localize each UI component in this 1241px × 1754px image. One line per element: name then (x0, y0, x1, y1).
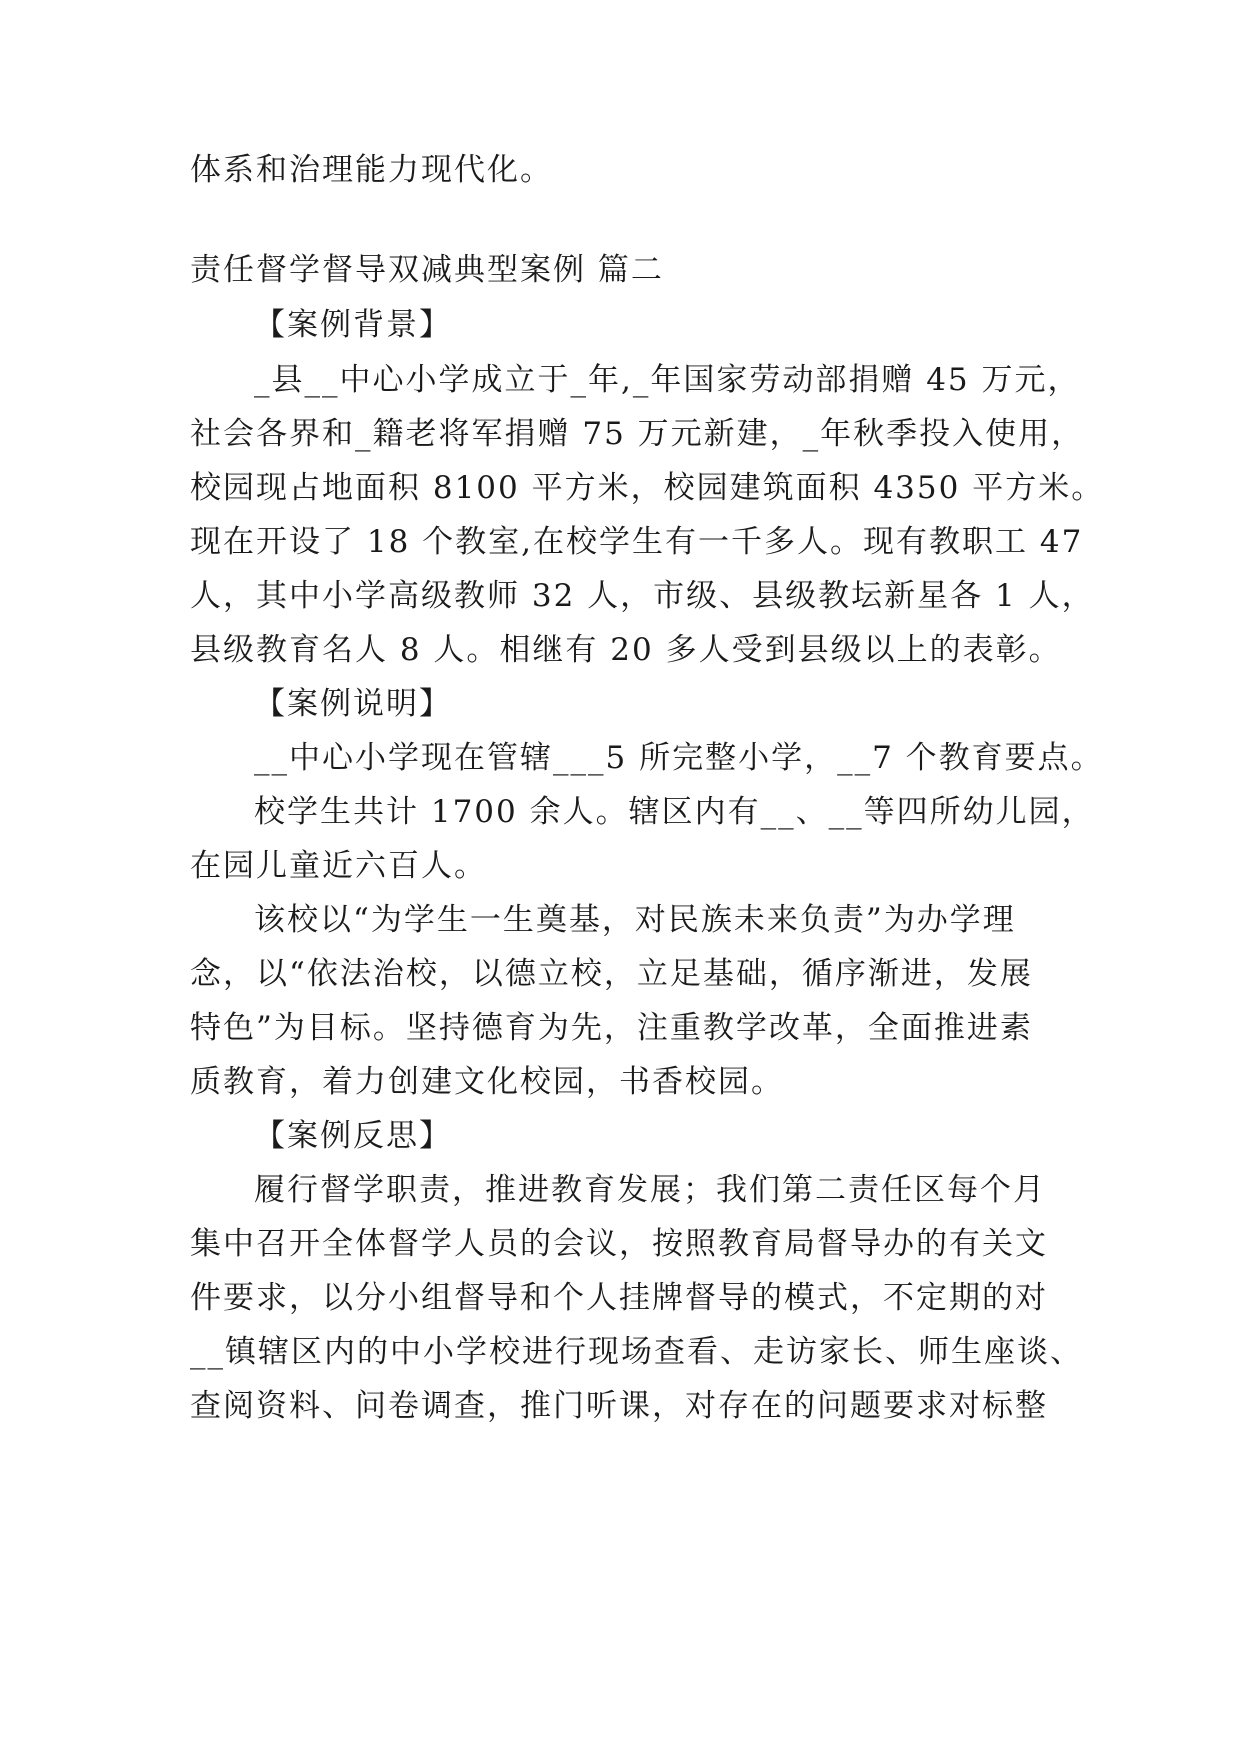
paragraph-line: 履行督学职责，推进教育发展；我们第二责任区每个月 (254, 1172, 1046, 1208)
paragraph-line: __中心小学现在管辖___5 所完整小学，__7 个教育要点。 (254, 740, 1104, 776)
paragraph-line: 质教育，着力创建文化校园，书香校园。 (190, 1064, 784, 1100)
case-background-label: 【案例背景】 (254, 307, 452, 343)
paragraph-line: 校园现占地面积 8100 平方米，校园建筑面积 4350 平方米。 (190, 470, 1105, 506)
paragraph-line: 在园儿童近六百人。 (190, 848, 487, 884)
section-heading: 责任督学督导双减典型案例 篇二 (190, 252, 664, 288)
paragraph-line: 现在开设了 18 个教室,在校学生有一千多人。现有教职工 47 (190, 524, 1084, 560)
paragraph-line: 人，其中小学高级教师 32 人，市级、县级教坛新星各 1 人， (190, 578, 1095, 614)
paragraph-line: 集中召开全体督学人员的会议，按照教育局督导办的有关文 (190, 1226, 1048, 1262)
paragraph-line: _县__中心小学成立于_年,_年国家劳动部捐赠 45 万元， (254, 362, 1081, 398)
paragraph-line: 特色”为目标。坚持德育为先，注重教学改革，全面推进素 (190, 1010, 1033, 1046)
paragraph-line: 校学生共计 1700 余人。辖区内有__、__等四所幼儿园， (254, 794, 1095, 830)
paragraph-line: 体系和治理能力现代化。 (190, 152, 553, 188)
paragraph-line: 县级教育名人 8 人。相继有 20 多人受到县级以上的表彰。 (190, 632, 1062, 668)
paragraph-line: 件要求，以分小组督导和个人挂牌督导的模式，不定期的对 (190, 1280, 1048, 1316)
case-reflection-label: 【案例反思】 (254, 1118, 452, 1154)
paragraph-line: 念，以“依法治校，以德立校，立足基础，循序渐进，发展 (190, 956, 1033, 992)
paragraph-line: 查阅资料、问卷调查，推门听课，对存在的问题要求对标整 (190, 1388, 1048, 1424)
paragraph-line: __镇辖区内的中小学校进行现场查看、走访家长、师生座谈、 (190, 1334, 1083, 1370)
paragraph-line: 社会各界和_籍老将军捐赠 75 万元新建，_年秋季投入使用， (190, 416, 1085, 452)
case-description-label: 【案例说明】 (254, 686, 452, 722)
paragraph-line: 该校以“为学生一生奠基，对民族未来负责”为办学理 (254, 902, 1016, 938)
